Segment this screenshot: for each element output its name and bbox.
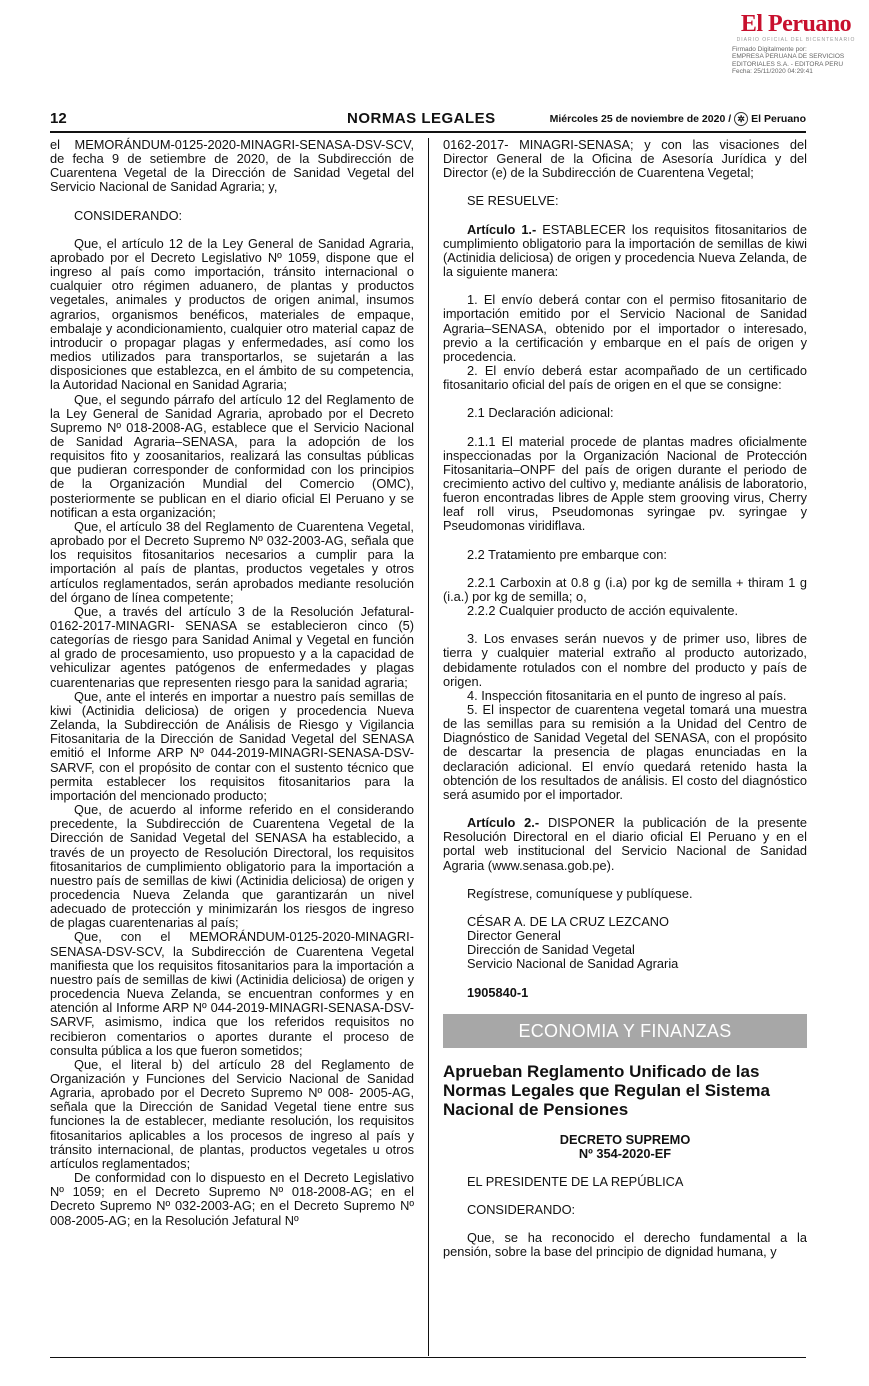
signer-title: Dirección de Sanidad Vegetal bbox=[467, 942, 635, 958]
column-divider bbox=[428, 138, 429, 1356]
article-1-label: Artículo 1.- bbox=[467, 221, 537, 237]
header-date bbox=[550, 112, 806, 126]
right-column bbox=[443, 138, 807, 1260]
requirement-item: 2.2 Tratamiento pre embarque con: bbox=[467, 546, 667, 562]
paragraph: Que, el artículo 12 de la Ley General de Sanidad Agraria, aprobado por el Decreto Legislativo Nº 1059, dispone que el ingreso al país como importación, tránsito internacional o cualquier otro régimen aduanero, de plantas y productos vegetales, animales y productos de origen animal, insumos agrarios, organismos benéficos, materiales de empaque, embalaje y acondicionamiento, cualquier otro material capaz de introducir o propagar plagas y enfermedades, así como los medios utilizados para transportarlos, se sujetarán a las disposiciones que establezca, en el ámbito de su competencia, la Autoridad Nacional en Sanidad Agraria; bbox=[50, 235, 414, 393]
paragraph: Que, con el MEMORÁNDUM-0125-2020-MINAGRI-SENASA-DSV-SCV, la Subdirección de Cuarentena Vegetal manifiesta que los requisitos fitosanitarios para la importación a nuestro país de semillas de kiwi (Actinidia deliciosa) de origen y procedencia Nueva Zelanda, se encuentran conformes y en atención al Informe ARP Nº 044-2019-MINAGRI-SENASA-DSV-SARVF, asimismo, indica que los referidos requisitos no recibieron comentarios o aportes durante el proceso de consulta pública a los que fueron sometidos; bbox=[50, 929, 414, 1058]
date-text: Miércoles 25 de noviembre de 2020 / bbox=[549, 112, 732, 125]
page-header bbox=[50, 110, 806, 130]
article-2 bbox=[443, 816, 807, 873]
el-peruano-logo bbox=[726, 12, 866, 43]
logo-text: El Peruano bbox=[740, 11, 852, 37]
signature-line: EDITORIALES S.A. - EDITORA PERU bbox=[732, 60, 844, 68]
resuelve-heading: SE RESUELVE: bbox=[467, 193, 559, 209]
article-1-text: ESTABLECER los requisitos fitosanitarios de cumplimiento obligatorio para la importación de semillas de kiwi (Actinidia deliciosa) de origen y procedencia Nueva Zelanda, de la siguiente manera: bbox=[443, 221, 808, 280]
paragraph: Que, de acuerdo al informe referido en el considerando precedente, la Subdirección de Cuarentena Vegetal de la Dirección de Sanidad Vegetal del SENASA ha establecido, a través de un proyecto de Resolución Directoral, los requisitos fitosanitarios de cumplimiento obligatorio para la importación a nuestro país de semillas de kiwi (Actinidia deliciosa) de origen y procedencia Nueva Zelanda que garantizarán un nivel adecuado de protección y minimizarán los riesgos de ingreso de plagas cuarentenarias al país; bbox=[50, 802, 414, 931]
requirement-item: 2.1 Declaración adicional: bbox=[467, 405, 614, 421]
paragraph: Que, a través del artículo 3 de la Resolución Jefatural-0162-2017-MINAGRI- SENASA se establecieron cinco (5) categorías de riesgo para Sanidad Animal y Vegetal en función al grado de procesamiento, uso propuesto y a la capacidad de vehiculizar agentes patógenos de enfermedades y plagas cuarentenarias que representen riesgo para la sanidad agraria; bbox=[50, 603, 414, 690]
headline: Aprueban Reglamento Unificado de las Normas Legales que Regulan el Sistema Nacional de Pensiones bbox=[443, 1061, 770, 1119]
signature-line: Fecha: 25/11/2020 04:29:41 bbox=[732, 68, 813, 76]
requirement-item: 2.2.1 Carboxin at 0.8 g (i.a) por kg de semilla + thiram 1 g (i.a.) por kg de semilla; o, bbox=[443, 574, 807, 604]
document-code bbox=[443, 986, 807, 1000]
requirement-item: 1. El envío deberá contar con el permiso fitosanitario de importación emitido por el Servicio Nacional de Sanidad Agraria–SENASA, obtenido por el importador o interesado, previo a la certificación y embarque en el país de origen y procedencia. bbox=[443, 292, 807, 364]
requirement-item: 3. Los envases serán nuevos y de primer uso, libres de tierra y cualquier material extraño al producto autorizado, debidamente rotulados con el nombre del producto y país de origen. bbox=[443, 631, 807, 689]
paragraph: Que, el segundo párrafo del artículo 12 del Reglamento de la Ley General de Sanidad Agraria, aprobado por el Decreto Supremo Nº 018-2008-AG, establece que el Servicio Nacional de Sanidad Agraria–SENASA, para la adopción de los requisitos fito y zoosanitarios, realizará las consultas públicas que pudieran corresponder de conformidad con los principios de la Organización Mundial del Comercio (OMC), posteriormente se publican en el diario oficial El Peruano y se notifican a esta organización; bbox=[50, 391, 414, 520]
section-banner: ECONOMIA Y FINANZAS bbox=[443, 1014, 807, 1048]
considerando-heading: CONSIDERANDO: bbox=[74, 207, 183, 223]
paragraph: Que, el artículo 38 del Reglamento de Cuarentena Vegetal, aprobado por el Decreto Supremo Nº 032-2003-AG, señala que los requisitos fitosanitarios necesarios a cumplir para la importación al país de plantas, productos vegetales y otros artículos reglamentados, serán aprobados mediante resolución del órgano de línea competente; bbox=[50, 518, 414, 605]
considerando-heading: CONSIDERANDO: bbox=[467, 1202, 576, 1218]
requirement-item: 2.1.1 El material procede de plantas madres oficialmente inspeccionadas por la Organización Nacional de Protección Fitosanitaria–ONPF del país de origen durante el periodo de crecimiento activo del cultivo y, mediante análisis de laboratorio, fueron encontradas libres de Apple stem grooving virus, Cherry leaf roll virus, Pseudomonas syringae pv. syringae y Pseudomonas viridiflava. bbox=[443, 433, 807, 534]
paragraph: 0162-2017- MINAGRI-SENASA; y con las visaciones del Director General de la Oficina de Asesoría Jurídica y del Director (e) de la Subdirección de Cuarentena Vegetal; bbox=[443, 137, 807, 181]
closing-formula: Regístrese, comuníquese y publíquese. bbox=[467, 885, 693, 901]
decree-title: DECRETO SUPREMO bbox=[559, 1131, 691, 1147]
signature-line: EMPRESA PERUANA DE SERVICIOS bbox=[732, 53, 845, 61]
paragraph: De conformidad con lo dispuesto en el Decreto Legislativo Nº 1059; en el Decreto Supremo Nº 018-2008-AG; en el Decreto Supremo Nº 032-2003-AG; en el Decreto Supremo Nº 008-2005-AG; en la Resolución Jefatural Nº bbox=[50, 1170, 414, 1228]
article-2-label: Artículo 2.- bbox=[467, 815, 540, 831]
header-brand: El Peruano bbox=[751, 112, 806, 125]
bottom-rule bbox=[50, 1357, 806, 1358]
signer-title: Director General bbox=[467, 928, 561, 944]
left-column bbox=[50, 138, 414, 1228]
signature-line: Firmado Digitalmente por: bbox=[732, 46, 807, 53]
logo-subtitle: DIARIO OFICIAL DEL BICENTENARIO bbox=[736, 37, 856, 43]
signer-title: Servicio Nacional de Sanidad Agraria bbox=[467, 956, 679, 972]
paragraph: el MEMORÁNDUM-0125-2020-MINAGRI-SENASA-DSV-SCV, de fecha 9 de setiembre de 2020, de la Subdirección de Cuarentena Vegetal de la Dirección de Sanidad Vegetal del Servicio Nacional de Sanidad Agraria; y, bbox=[50, 137, 414, 195]
paragraph: Que, se ha reconocido el derecho fundamental a la pensión, sobre la base del principio de dignidad humana, y bbox=[443, 1230, 807, 1260]
requirement-item: 2. El envío deberá estar acompañado de un certificado fitosanitario oficial del país de origen en el que se consigne: bbox=[443, 363, 807, 393]
paragraph: Que, el literal b) del artículo 28 del Reglamento de Organización y Funciones del Servicio Nacional de Sanidad Agraria, aprobado por el Decreto Supremo Nº 008- 2005-AG, señala que la Dirección de Sanidad Vegetal tiene entre sus funciones la de establecer, mediante resolución, los requisitos fitosanitarios aplicables a los procesos de ingreso al país y tránsito internacional, de plantas, productos vegetales u otros artículos reglamentados; bbox=[50, 1056, 414, 1171]
section-title: NORMAS LEGALES bbox=[347, 110, 496, 127]
requirement-item: 4. Inspección fitosanitaria en el punto de ingreso al país. bbox=[467, 687, 787, 703]
document-code-text: 1905840-1 bbox=[467, 984, 529, 1000]
signer-name: CÉSAR A. DE LA CRUZ LEZCANO bbox=[467, 913, 669, 929]
decree-number: Nº 354-2020-EF bbox=[578, 1145, 672, 1161]
page-number: 12 bbox=[50, 110, 67, 127]
paragraph: Que, ante el interés en importar a nuestro país semillas de kiwi (Actinidia deliciosa) de origen y procedencia Nueva Zelanda, la Subdirección de Análisis de Riesgo y Vigilancia Fitosanitaria de la Dirección de Sanidad Vegetal del SENASA emitió el Informe ARP Nº 044-2019-MINAGRI-SENASA-DSV-SARVF, con el propósito de contar con el sustento técnico que permita establecer los requisitos fitosanitarios para la importación del mencionado producto; bbox=[50, 688, 414, 803]
digital-signature bbox=[732, 46, 866, 76]
president-heading: EL PRESIDENTE DE LA REPÚBLICA bbox=[467, 1173, 684, 1189]
requirement-item: 2.2.2 Cualquier producto de acción equivalente. bbox=[467, 603, 739, 619]
header-rule bbox=[50, 131, 806, 133]
requirement-item: 5. El inspector de cuarentena vegetal tomará una muestra de las semillas para su remisión a la Unidad del Centro de Diagnóstico de Sanidad Vegetal del SENASA, con el propósito de descartar la presencia de plagas enunciadas en la declaración adicional. El envío quedará retenido hasta la obtención de los resultados de análisis. El costo del diagnóstico será asumido por el importador. bbox=[443, 702, 807, 802]
article-1 bbox=[443, 223, 807, 280]
coat-of-arms-icon: ✲ bbox=[734, 112, 748, 126]
article-2-text: DISPONER la publicación de la presente Resolución Directoral en el diario oficial El Peruano y en el portal web institucional del Servicio Nacional de Sanidad Agraria (www.senasa.gob.pe). bbox=[443, 815, 807, 873]
